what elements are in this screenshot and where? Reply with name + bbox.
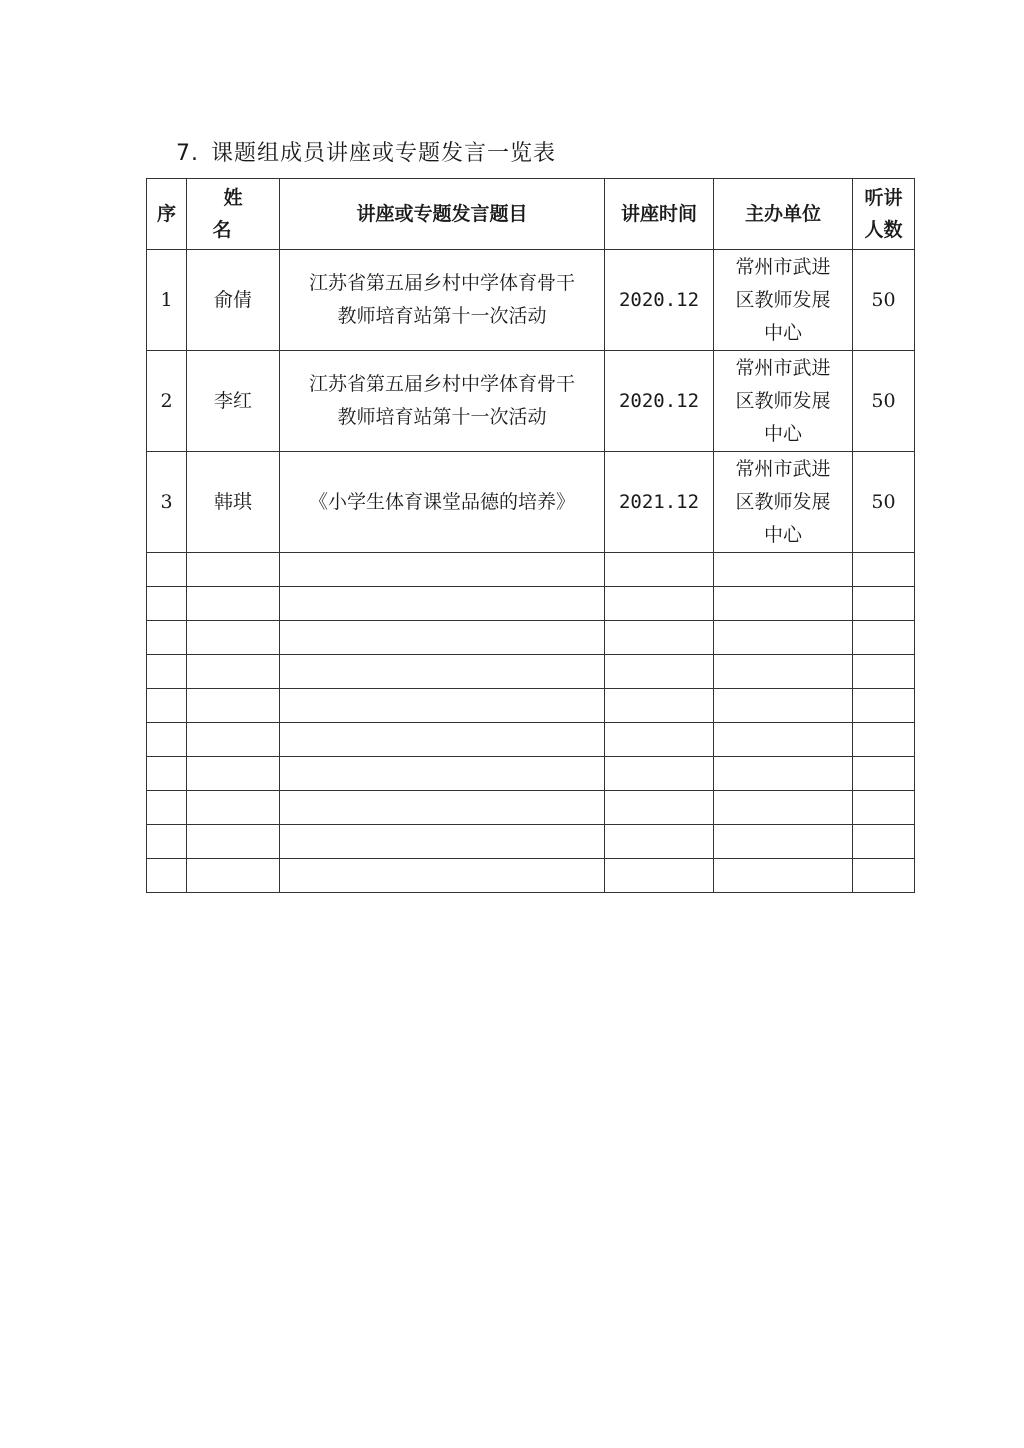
empty-cell	[147, 825, 187, 859]
cell-organizer-line: 中心	[763, 422, 802, 445]
empty-cell	[280, 553, 605, 587]
empty-cell	[147, 621, 187, 655]
table-header-row	[147, 179, 915, 250]
cell-time: 2020.12	[605, 351, 714, 452]
cell-name: 李红	[187, 351, 280, 452]
empty-cell	[853, 859, 915, 893]
cell-time: 2021.12	[605, 452, 714, 553]
cell-name: 俞倩	[187, 250, 280, 351]
cell-organizer	[714, 250, 853, 351]
empty-cell	[147, 757, 187, 791]
empty-cell	[853, 655, 915, 689]
empty-cell	[187, 587, 280, 621]
cell-organizer-line: 中心	[763, 523, 802, 546]
empty-table-row	[147, 757, 915, 791]
empty-table-row	[147, 825, 915, 859]
empty-table-row	[147, 723, 915, 757]
table-row	[147, 250, 915, 351]
empty-cell	[187, 621, 280, 655]
empty-table-row	[147, 587, 915, 621]
empty-cell	[147, 723, 187, 757]
empty-cell	[187, 757, 280, 791]
empty-cell	[714, 553, 853, 587]
cell-topic-line: 江苏省第五届乡村中学体育骨干	[308, 373, 575, 395]
empty-cell	[853, 757, 915, 791]
section-number: 7.	[176, 141, 199, 166]
empty-cell	[714, 791, 853, 825]
empty-cell	[280, 655, 605, 689]
cell-organizer-line: 区教师发展	[735, 288, 831, 311]
empty-cell	[280, 587, 605, 621]
empty-cell	[187, 859, 280, 893]
empty-cell	[187, 553, 280, 587]
cell-topic-line: 教师培育站第十一次活动	[337, 305, 547, 327]
empty-cell	[187, 723, 280, 757]
lecture-table	[146, 178, 915, 893]
header-audience-line1: 听讲	[864, 187, 903, 209]
cell-organizer	[714, 452, 853, 553]
empty-cell	[605, 689, 714, 723]
cell-topic	[280, 351, 605, 452]
empty-cell	[280, 791, 605, 825]
empty-cell	[605, 587, 714, 621]
empty-table-row	[147, 553, 915, 587]
cell-topic-line: 江苏省第五届乡村中学体育骨干	[308, 272, 575, 294]
empty-table-row	[147, 655, 915, 689]
empty-cell	[280, 757, 605, 791]
cell-topic-line: 《小学生体育课堂品德的培养》	[308, 490, 575, 513]
empty-cell	[147, 791, 187, 825]
empty-cell	[605, 655, 714, 689]
header-name-label: 姓 名	[212, 187, 265, 241]
table-row	[147, 351, 915, 452]
empty-table-row	[147, 621, 915, 655]
cell-organizer-line: 区教师发展	[735, 389, 831, 412]
empty-cell	[714, 723, 853, 757]
empty-cell	[280, 825, 605, 859]
cell-time: 2020.12	[605, 250, 714, 351]
empty-cell	[187, 791, 280, 825]
empty-cell	[853, 553, 915, 587]
empty-cell	[853, 587, 915, 621]
empty-cell	[714, 825, 853, 859]
empty-cell	[605, 825, 714, 859]
empty-cell	[280, 621, 605, 655]
table-row	[147, 452, 915, 553]
empty-cell	[187, 655, 280, 689]
header-name	[187, 179, 280, 250]
cell-name: 韩琪	[187, 452, 280, 553]
empty-cell	[853, 621, 915, 655]
empty-cell	[147, 553, 187, 587]
empty-cell	[605, 859, 714, 893]
empty-table-row	[147, 791, 915, 825]
empty-cell	[280, 723, 605, 757]
empty-cell	[714, 621, 853, 655]
empty-cell	[187, 689, 280, 723]
header-index: 序	[147, 179, 187, 250]
empty-table-row	[147, 859, 915, 893]
cell-organizer-line: 常州市武进	[735, 356, 831, 379]
cell-organizer-line: 区教师发展	[735, 490, 831, 513]
header-audience-line2: 人数	[864, 219, 903, 241]
empty-cell	[147, 655, 187, 689]
empty-cell	[147, 859, 187, 893]
empty-cell	[605, 621, 714, 655]
empty-cell	[280, 689, 605, 723]
cell-index: 2	[147, 351, 187, 452]
cell-organizer-line: 常州市武进	[735, 457, 831, 480]
section-title	[176, 136, 556, 167]
empty-cell	[187, 825, 280, 859]
cell-organizer-line: 常州市武进	[735, 255, 831, 278]
empty-cell	[714, 757, 853, 791]
header-topic: 讲座或专题发言题目	[280, 179, 605, 250]
empty-cell	[714, 689, 853, 723]
empty-cell	[280, 859, 605, 893]
cell-organizer-line: 中心	[763, 321, 802, 344]
empty-cell	[853, 825, 915, 859]
cell-organizer	[714, 351, 853, 452]
empty-cell	[714, 587, 853, 621]
empty-cell	[147, 689, 187, 723]
empty-cell	[605, 553, 714, 587]
empty-cell	[605, 791, 714, 825]
cell-index: 1	[147, 250, 187, 351]
cell-index: 3	[147, 452, 187, 553]
empty-cell	[714, 859, 853, 893]
cell-audience: 50	[853, 250, 915, 351]
header-time: 讲座时间	[605, 179, 714, 250]
section-title-text: 课题组成员讲座或专题发言一览表	[211, 141, 557, 166]
empty-cell	[147, 587, 187, 621]
header-audience	[853, 179, 915, 250]
empty-cell	[853, 689, 915, 723]
empty-table-row	[147, 689, 915, 723]
cell-topic-line: 教师培育站第十一次活动	[337, 406, 547, 428]
empty-cell	[853, 791, 915, 825]
empty-cell	[714, 655, 853, 689]
cell-audience: 50	[853, 452, 915, 553]
cell-audience: 50	[853, 351, 915, 452]
cell-topic	[280, 250, 605, 351]
empty-cell	[605, 757, 714, 791]
header-organizer: 主办单位	[714, 179, 853, 250]
empty-cell	[605, 723, 714, 757]
empty-cell	[853, 723, 915, 757]
cell-topic	[280, 452, 605, 553]
